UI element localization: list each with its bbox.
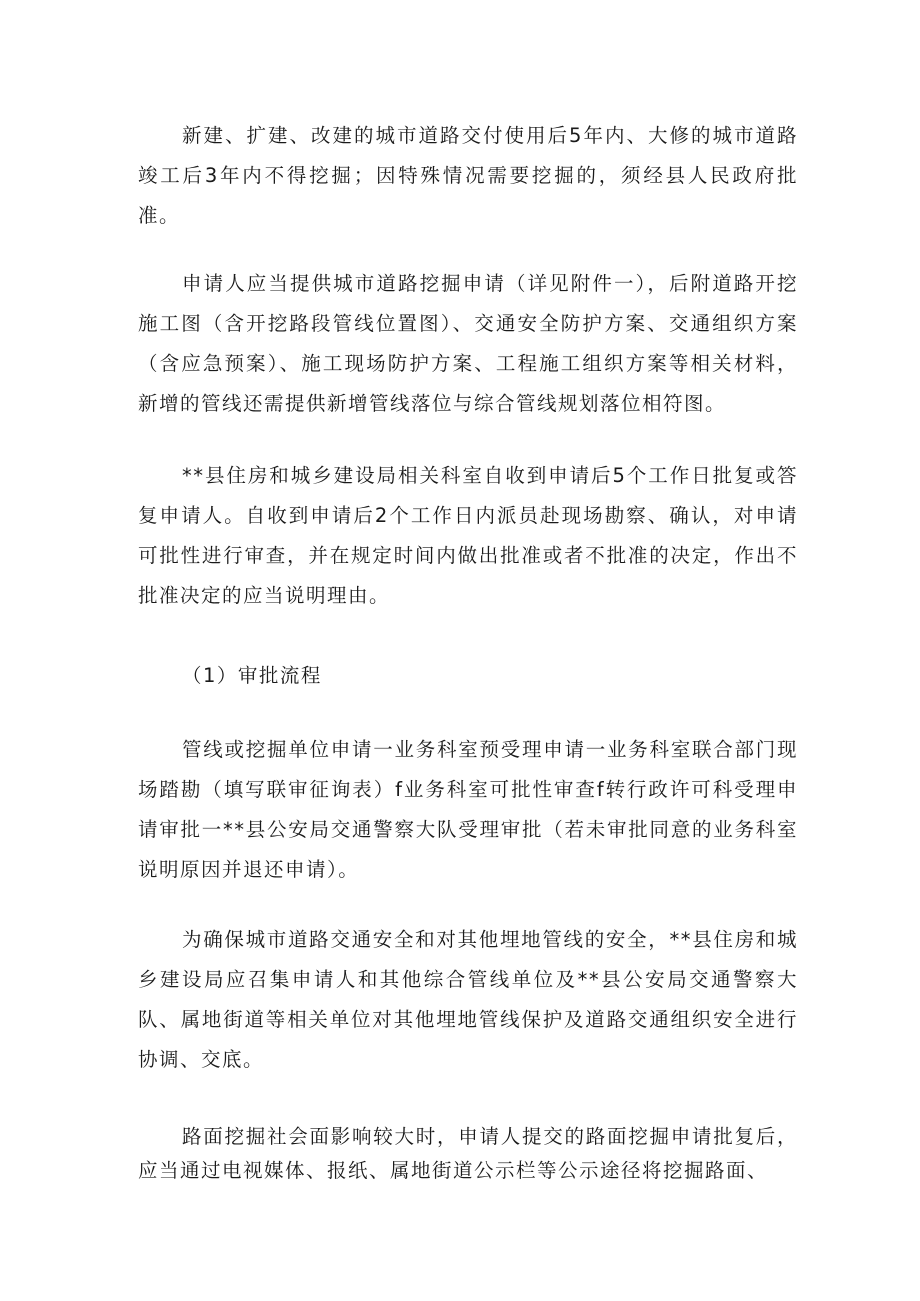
paragraph-excavation-restriction: 新建、扩建、改建的城市道路交付使用后5年内、大修的城市道路竣工后3年内不得挖掘；因特殊情况需要挖掘的，须经县人民政府批准。: [138, 124, 798, 227]
paragraph-approval-flow: 管线或挖掘单位申请一业务科室预受理申请一业务科室联合部门现场踏勘（填写联审征询表）f业务科室可批性审查f转行政许可科受理申请审批一**县公安局交通警察大队受理审批（若未审批同意的业务科室说明原因并退还申请）。: [138, 738, 798, 881]
paragraph-application-materials: 申请人应当提供城市道路挖掘申请（详见附件一），后附道路开挖施工图（含开挖路段管线位置图）、交通安全防护方案、交通组织方案（含应急预案）、施工现场防护方案、工程施工组织方案等相关材料，新增的管线还需提供新增管线落位与综合管线规划落位相符图。: [138, 272, 798, 415]
paragraph-public-notice: 路面挖掘社会面影响较大时，申请人提交的路面挖掘申请批复后，应当通过电视媒体、报纸、属地街道公示栏等公示途径将挖掘路面、: [138, 1125, 798, 1182]
section-heading-approval-process: （1）审批流程: [182, 664, 322, 687]
paragraph-coordination: 为确保城市道路交通安全和对其他埋地管线的安全，**县住房和城乡建设局应召集申请人和其他综合管线单位及**县公安局交通警察大队、属地街道等相关单位对其他埋地管线保护及道路交通组织安全进行协调、交底。: [138, 928, 798, 1071]
paragraph-approval-timeline: **县住房和城乡建设局相关科室自收到申请后5个工作日批复或答复申请人。自收到申请后2个工作日内派员赴现场勘察、确认，对申请可批性进行审查，并在规定时间内做出批准或者不批准的决定，作出不批准决定的应当说明理由。: [138, 464, 798, 607]
